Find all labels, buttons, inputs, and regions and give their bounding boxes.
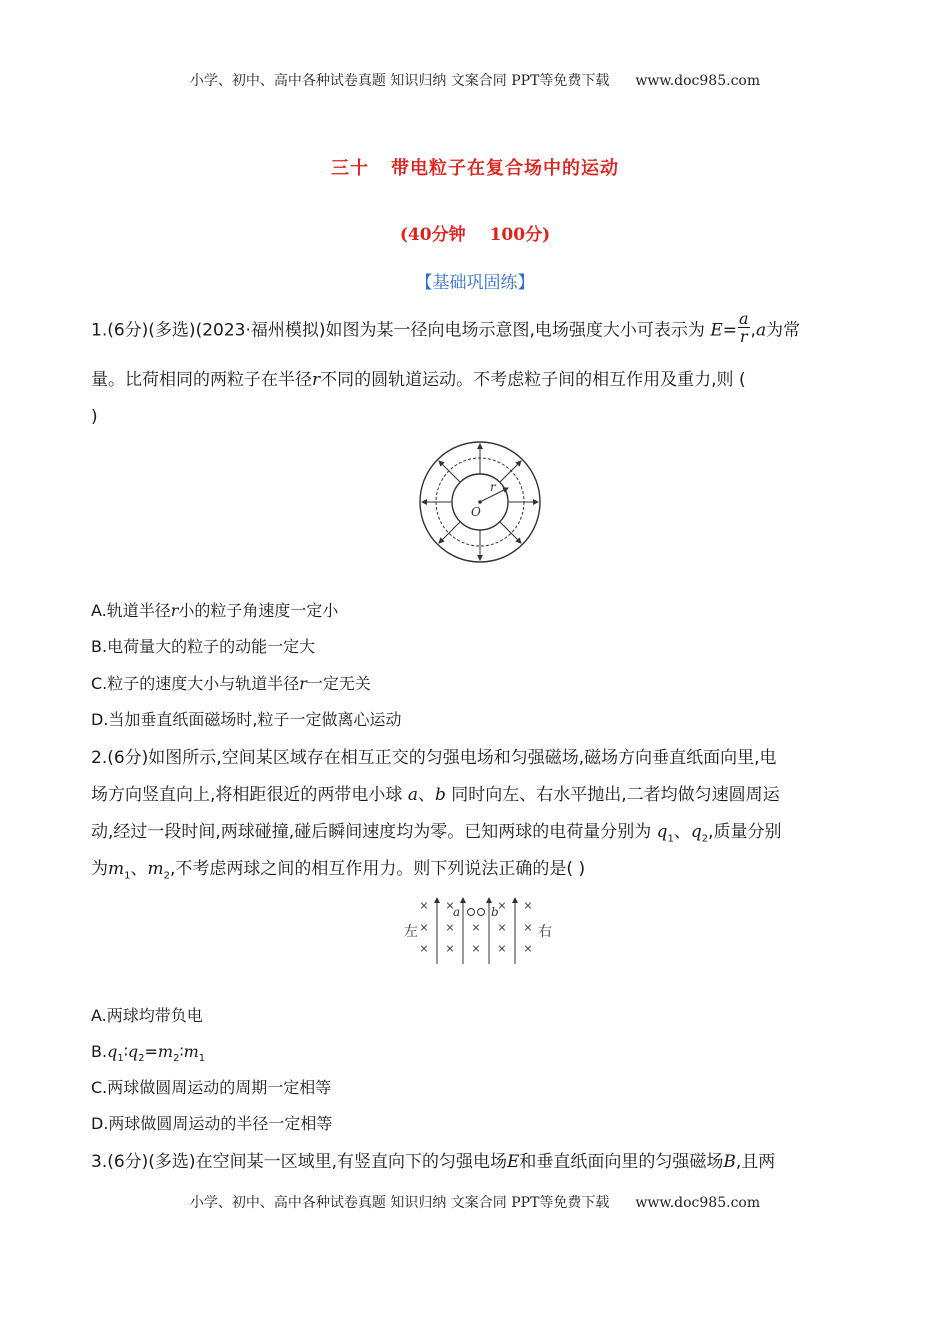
field-cross: × bbox=[419, 942, 429, 955]
total-score: 100分) bbox=[489, 225, 551, 245]
title-number: 三十 bbox=[331, 158, 369, 179]
page-footer bbox=[0, 1192, 950, 1212]
header-url[interactable]: www.doc985.com bbox=[635, 73, 761, 89]
q2-option-a[interactable]: A.两球均带负电 bbox=[91, 1006, 203, 1025]
magnetic-field-crosses bbox=[419, 899, 532, 955]
q2-option-b[interactable]: $B.q_1∶q_2=m_2∶m_1$ bbox=[91, 1042, 206, 1065]
center-label: O bbox=[471, 505, 481, 519]
ball-a bbox=[468, 909, 475, 916]
page-header bbox=[0, 70, 950, 90]
ball-b bbox=[478, 909, 485, 916]
radial-field-figure bbox=[418, 440, 542, 564]
q2-option-c[interactable]: C.两球做圆周运动的周期一定相等 bbox=[91, 1078, 332, 1097]
q1-option-c[interactable]: C.粒子的速度大小与轨道半径r一定无关 bbox=[91, 674, 371, 693]
field-cross: × bbox=[419, 899, 429, 912]
title-text: 带电粒子在复合场中的运动 bbox=[391, 158, 619, 179]
left-label: 左 bbox=[404, 924, 418, 940]
time-score bbox=[0, 220, 950, 245]
q1-option-b[interactable]: B.电荷量大的粒子的动能一定大 bbox=[91, 637, 316, 656]
ball-b-label: b bbox=[491, 905, 499, 919]
field-cross: × bbox=[497, 921, 507, 934]
field-cross: × bbox=[445, 921, 455, 934]
field-cross: × bbox=[523, 942, 533, 955]
q1-line-1: 1.(6分)(多选)(2023·福州模拟)如图为某一径向电场示意图,电场强度大小可表示为 E= $\frac{a}{r}$ ,a为常 bbox=[91, 309, 801, 346]
right-label: 右 bbox=[538, 924, 552, 940]
field-cross: × bbox=[523, 921, 533, 934]
field-cross: × bbox=[419, 921, 429, 934]
page-title bbox=[0, 154, 950, 180]
field-cross: × bbox=[497, 942, 507, 955]
q2-option-d[interactable]: D.两球做圆周运动的半径一定相等 bbox=[91, 1114, 333, 1133]
q1-line-2: 量。比荷相同的两粒子在半径r不同的圆轨道运动。不考虑粒子间的相互作用及重力,则 ( bbox=[91, 370, 746, 390]
header-text: 小学、初中、高中各种试卷真题 知识归纳 文案合同 PPT等免费下载 bbox=[189, 73, 610, 89]
field-cross: × bbox=[471, 921, 481, 934]
field-cross: × bbox=[471, 942, 481, 955]
q2-line-1: 2.(6分)如图所示,空间某区域存在相互正交的匀强电场和匀强磁场,磁场方向垂直纸面向里,电 bbox=[91, 748, 777, 768]
q1-option-a[interactable]: A.轨道半径r小的粒子角速度一定小 bbox=[91, 601, 339, 620]
radius-label: r bbox=[490, 480, 496, 494]
field-cross: × bbox=[523, 899, 533, 912]
q2-line-2: 场方向竖直向上,将相距很近的两带电小球 a、b 同时向左、右水平抛出,二者均做匀速圆周运 bbox=[91, 785, 780, 805]
section-heading: 【基础巩固练】 bbox=[415, 273, 535, 293]
time-limit: (40分钟 bbox=[399, 225, 466, 245]
field-cross: × bbox=[445, 899, 455, 912]
field-cross: × bbox=[497, 899, 507, 912]
q2-line-4: 为$m_1$、$m_2$,不考虑两球之间的相互作用力。则下列说法正确的是( ) bbox=[91, 859, 586, 882]
footer-text: 小学、初中、高中各种试卷真题 知识归纳 文案合同 PPT等免费下载 bbox=[189, 1195, 610, 1211]
q1-option-d[interactable]: D.当加垂直纸面磁场时,粒子一定做离心运动 bbox=[91, 710, 402, 729]
q2-line-3: 动,经过一段时间,两球碰撞,碰后瞬间速度均为零。已知两球的电荷量分别为 $q_1$、$q_2$,质量分别 bbox=[91, 822, 782, 845]
ball-a-label: a bbox=[453, 905, 461, 919]
footer-url[interactable]: www.doc985.com bbox=[635, 1195, 761, 1211]
field-cross: × bbox=[445, 942, 455, 955]
crossed-fields-figure bbox=[398, 894, 558, 968]
center-dot bbox=[478, 500, 482, 504]
q1-line-3: ) bbox=[91, 407, 98, 427]
q3-line-1: 3.(6分)(多选)在空间某一区域里,有竖直向下的匀强电场E和垂直纸面向里的匀强磁场B,且两 bbox=[91, 1152, 776, 1172]
field-fraction: $\frac{a}{r}$ bbox=[738, 309, 749, 346]
